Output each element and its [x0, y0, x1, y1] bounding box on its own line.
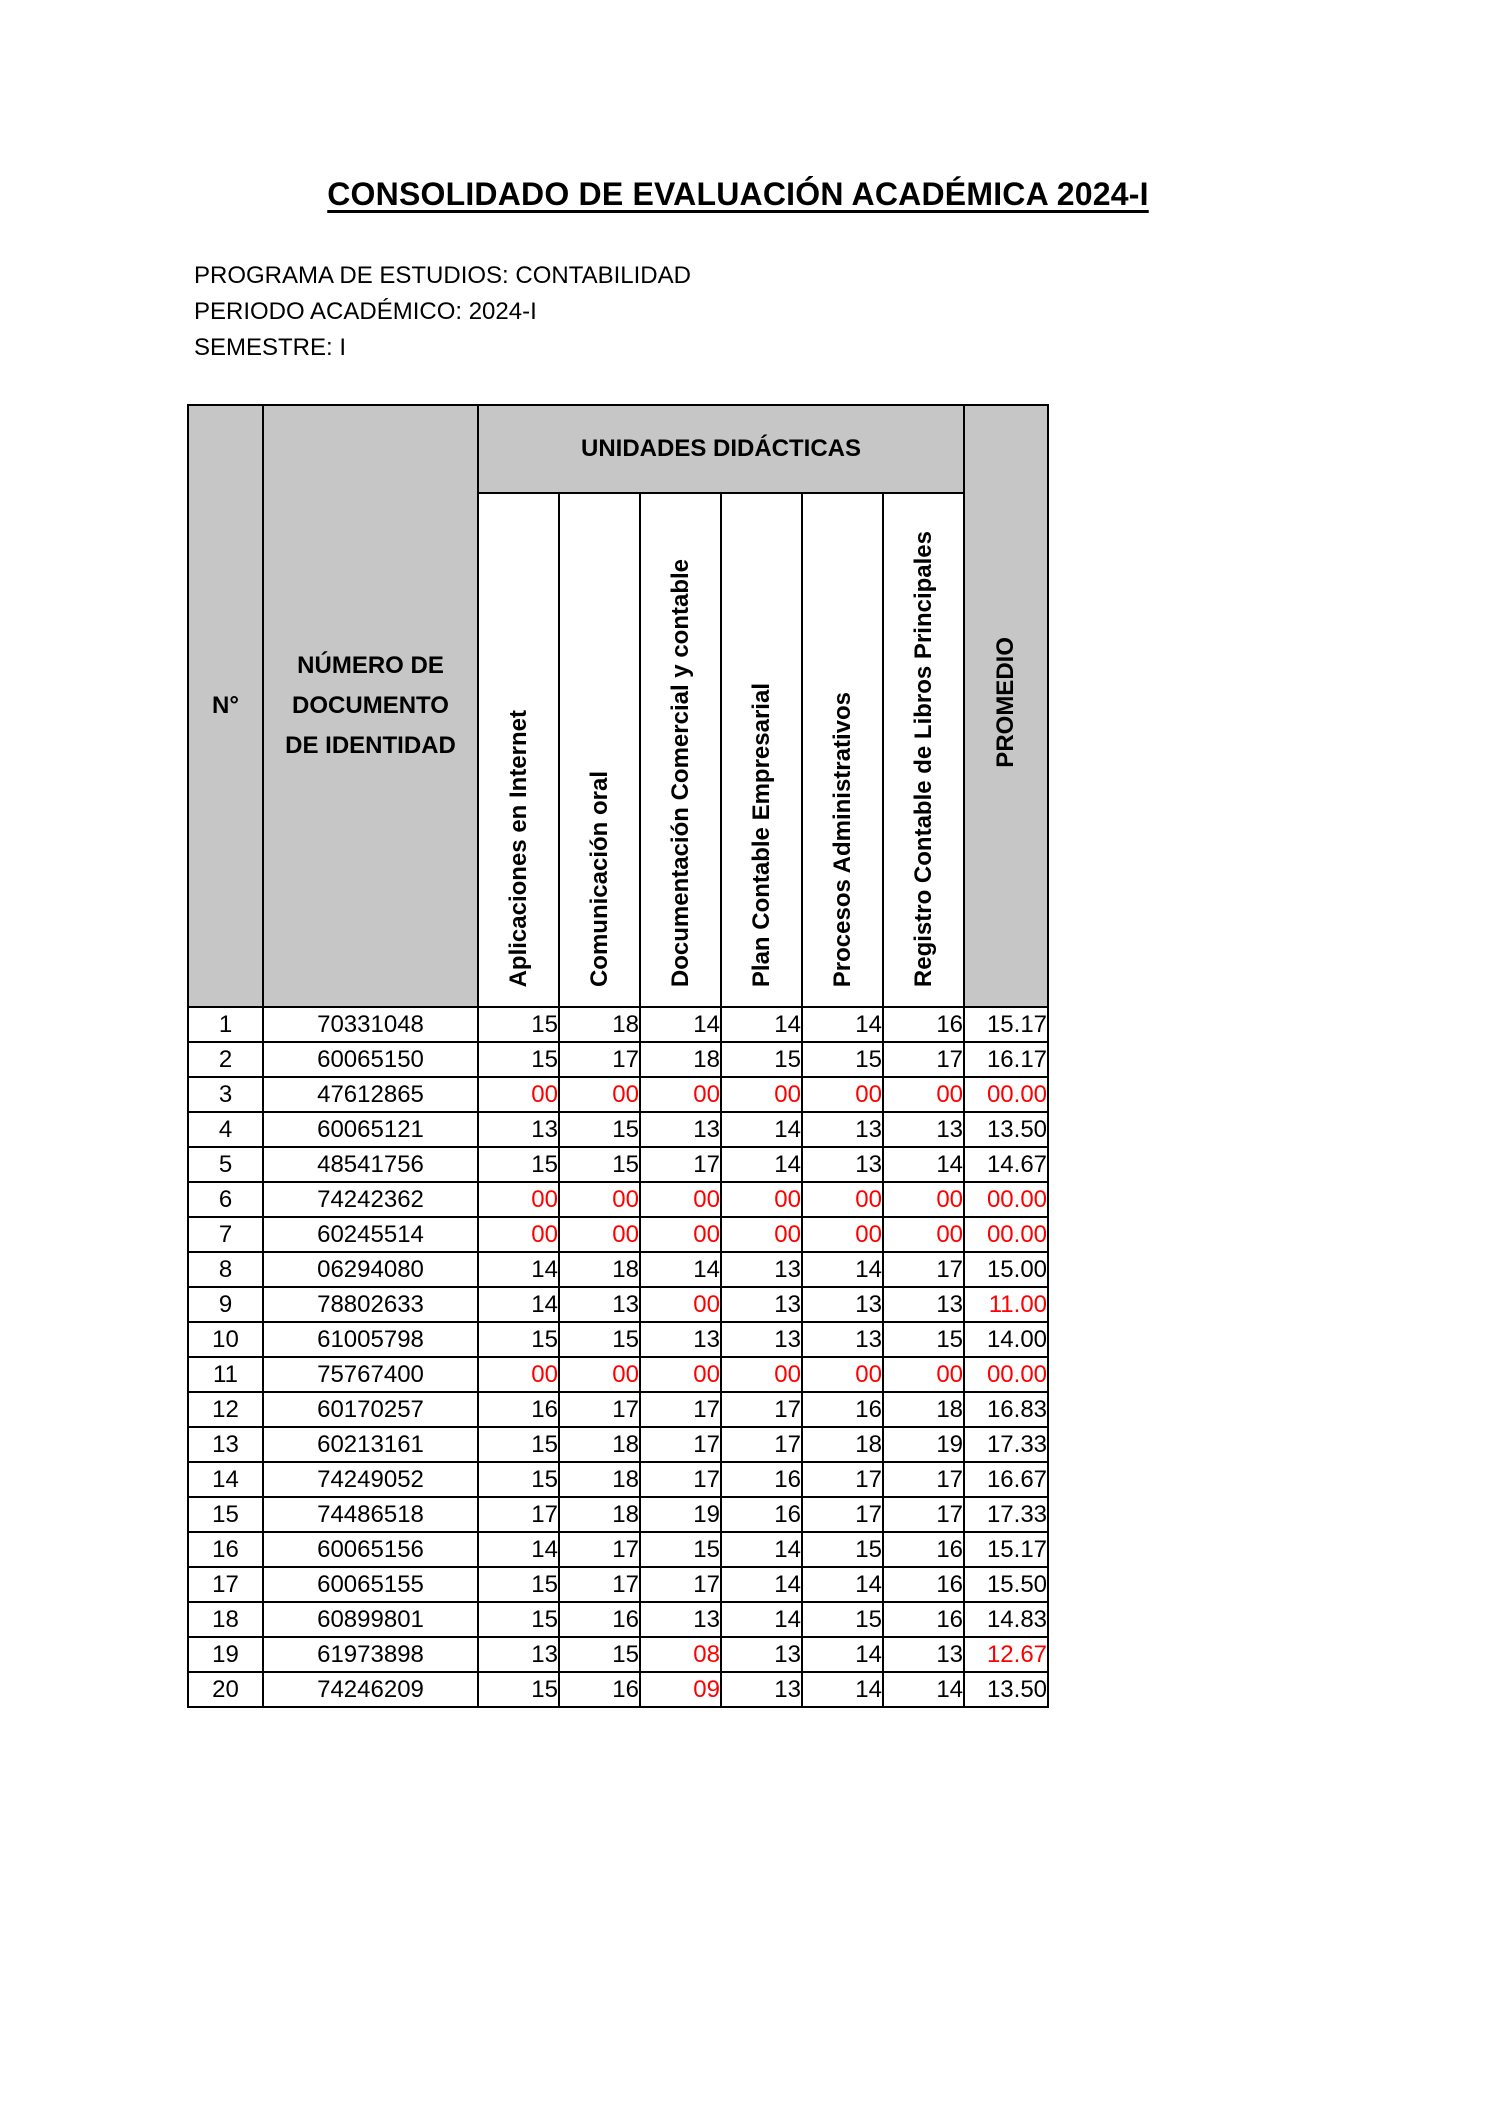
grade-cell: 00	[640, 1077, 721, 1112]
grade-cell: 13	[883, 1112, 964, 1147]
grade-cell: 00	[559, 1182, 640, 1217]
row-number: 9	[188, 1287, 263, 1322]
table-row	[188, 1042, 1048, 1077]
grade-cell: 17	[802, 1462, 883, 1497]
table-row	[188, 1567, 1048, 1602]
course-label-5: Procesos Administrativos	[828, 691, 856, 987]
row-number: 6	[188, 1182, 263, 1217]
grade-cell: 15	[802, 1042, 883, 1077]
document-number: 60065155	[263, 1567, 478, 1602]
average-cell: 16.17	[964, 1042, 1048, 1077]
grade-cell: 14	[721, 1147, 802, 1182]
header-document-line3: DE IDENTIDAD	[285, 732, 456, 759]
document-number: 74486518	[263, 1497, 478, 1532]
grade-cell: 14	[802, 1637, 883, 1672]
grade-cell: 00	[883, 1077, 964, 1112]
grade-cell: 13	[721, 1672, 802, 1707]
grade-cell: 15	[478, 1602, 559, 1637]
average-cell: 00.00	[964, 1357, 1048, 1392]
grade-cell: 13	[640, 1322, 721, 1357]
average-cell: 15.00	[964, 1252, 1048, 1287]
grade-cell: 16	[721, 1462, 802, 1497]
document-number: 47612865	[263, 1077, 478, 1112]
document-number: 74249052	[263, 1462, 478, 1497]
grade-cell: 18	[559, 1007, 640, 1042]
row-number: 18	[188, 1602, 263, 1637]
table-row	[188, 1392, 1048, 1427]
header-promedio	[964, 405, 1048, 1007]
header-course-1	[478, 493, 559, 1007]
grade-cell: 17	[478, 1497, 559, 1532]
document-number: 61005798	[263, 1322, 478, 1357]
table-row	[188, 1112, 1048, 1147]
meta-periodo: PERIODO ACADÉMICO: 2024-I	[194, 298, 537, 325]
header-course-5	[802, 493, 883, 1007]
grade-cell: 00	[721, 1182, 802, 1217]
grade-cell: 14	[478, 1532, 559, 1567]
grade-cell: 17	[640, 1427, 721, 1462]
grade-cell: 16	[559, 1602, 640, 1637]
grade-cell: 00	[721, 1357, 802, 1392]
row-number: 10	[188, 1322, 263, 1357]
row-number: 2	[188, 1042, 263, 1077]
grade-cell: 17	[883, 1462, 964, 1497]
average-cell: 00.00	[964, 1217, 1048, 1252]
grade-cell: 15	[559, 1637, 640, 1672]
row-number: 7	[188, 1217, 263, 1252]
row-number: 19	[188, 1637, 263, 1672]
grade-cell: 00	[883, 1182, 964, 1217]
grade-cell: 00	[640, 1217, 721, 1252]
grade-cell: 15	[478, 1007, 559, 1042]
document-number: 74242362	[263, 1182, 478, 1217]
header-document	[263, 405, 478, 1007]
grade-cell: 00	[478, 1077, 559, 1112]
grade-cell: 17	[559, 1567, 640, 1602]
header-promedio-label: PROMEDIO	[992, 637, 1020, 768]
grade-cell: 13	[478, 1637, 559, 1672]
header-document-line2: DOCUMENTO	[292, 692, 449, 719]
grade-cell: 15	[559, 1112, 640, 1147]
table-row	[188, 1427, 1048, 1462]
grade-cell: 14	[883, 1147, 964, 1182]
average-cell: 00.00	[964, 1182, 1048, 1217]
course-label-3: Documentación Comercial y contable	[666, 558, 694, 987]
grade-cell: 13	[721, 1637, 802, 1672]
grade-cell: 14	[802, 1567, 883, 1602]
grade-cell: 00	[640, 1182, 721, 1217]
grade-cell: 00	[883, 1217, 964, 1252]
grade-cell: 00	[559, 1217, 640, 1252]
average-cell: 16.67	[964, 1462, 1048, 1497]
grade-cell: 18	[559, 1462, 640, 1497]
row-number: 11	[188, 1357, 263, 1392]
grade-cell: 15	[478, 1042, 559, 1077]
document-meta	[194, 258, 691, 366]
grade-cell: 15	[721, 1042, 802, 1077]
grade-cell: 00	[559, 1357, 640, 1392]
header-unidades: UNIDADES DIDÁCTICAS	[478, 405, 964, 493]
grade-cell: 17	[559, 1392, 640, 1427]
grade-cell: 13	[640, 1602, 721, 1637]
grade-cell: 00	[478, 1357, 559, 1392]
grade-cell: 00	[721, 1217, 802, 1252]
average-cell: 16.83	[964, 1392, 1048, 1427]
grade-cell: 17	[883, 1252, 964, 1287]
grade-cell: 15	[802, 1602, 883, 1637]
grade-cell: 13	[559, 1287, 640, 1322]
document-number: 60245514	[263, 1217, 478, 1252]
grade-cell: 00	[478, 1182, 559, 1217]
course-label-4: Plan Contable Empresarial	[747, 682, 775, 987]
row-number: 8	[188, 1252, 263, 1287]
document-number: 06294080	[263, 1252, 478, 1287]
document-number: 48541756	[263, 1147, 478, 1182]
grade-cell: 16	[802, 1392, 883, 1427]
grade-cell: 17	[802, 1497, 883, 1532]
header-course-2	[559, 493, 640, 1007]
grade-cell: 19	[883, 1427, 964, 1462]
document-number: 61973898	[263, 1637, 478, 1672]
row-number: 1	[188, 1007, 263, 1042]
table-row	[188, 1182, 1048, 1217]
average-cell: 14.83	[964, 1602, 1048, 1637]
grade-cell: 18	[802, 1427, 883, 1462]
grade-cell: 16	[883, 1532, 964, 1567]
document-number: 78802633	[263, 1287, 478, 1322]
header-document-line1: NÚMERO DE	[297, 652, 444, 679]
meta-programa: PROGRAMA DE ESTUDIOS: CONTABILIDAD	[194, 262, 691, 289]
grade-cell: 17	[721, 1392, 802, 1427]
document-number: 60065156	[263, 1532, 478, 1567]
table-row	[188, 1602, 1048, 1637]
grade-cell: 17	[640, 1462, 721, 1497]
grade-cell: 15	[802, 1532, 883, 1567]
grade-cell: 14	[802, 1672, 883, 1707]
average-cell: 11.00	[964, 1287, 1048, 1322]
grade-cell: 00	[640, 1287, 721, 1322]
row-number: 14	[188, 1462, 263, 1497]
grade-cell: 15	[478, 1462, 559, 1497]
table-row	[188, 1462, 1048, 1497]
average-cell: 12.67	[964, 1637, 1048, 1672]
grade-cell: 13	[721, 1287, 802, 1322]
grade-cell: 17	[559, 1042, 640, 1077]
table-row	[188, 1077, 1048, 1112]
document-title: CONSOLIDADO DE EVALUACIÓN ACADÉMICA 2024-I	[327, 176, 1149, 212]
row-number: 15	[188, 1497, 263, 1532]
grade-cell: 00	[802, 1357, 883, 1392]
grade-cell: 16	[883, 1567, 964, 1602]
grade-cell: 17	[883, 1497, 964, 1532]
grade-cell: 15	[883, 1322, 964, 1357]
grade-cell: 14	[721, 1532, 802, 1567]
grade-cell: 14	[478, 1252, 559, 1287]
grade-cell: 13	[721, 1322, 802, 1357]
grade-cell: 16	[883, 1007, 964, 1042]
grade-cell: 14	[721, 1602, 802, 1637]
average-cell: 15.17	[964, 1007, 1048, 1042]
document-number: 74246209	[263, 1672, 478, 1707]
grade-cell: 15	[478, 1322, 559, 1357]
grade-cell: 17	[640, 1567, 721, 1602]
document-number: 60065150	[263, 1042, 478, 1077]
grade-cell: 16	[559, 1672, 640, 1707]
grade-cell: 15	[559, 1322, 640, 1357]
grade-cell: 15	[478, 1147, 559, 1182]
grade-cell: 18	[883, 1392, 964, 1427]
grade-cell: 14	[478, 1287, 559, 1322]
course-label-6: Registro Contable de Libros Principales	[909, 530, 937, 987]
grade-cell: 13	[883, 1287, 964, 1322]
grade-cell: 18	[559, 1252, 640, 1287]
average-cell: 17.33	[964, 1427, 1048, 1462]
grade-cell: 14	[802, 1252, 883, 1287]
table-row	[188, 1497, 1048, 1532]
grade-cell: 13	[802, 1147, 883, 1182]
grade-cell: 00	[883, 1357, 964, 1392]
row-number: 17	[188, 1567, 263, 1602]
grade-cell: 14	[802, 1007, 883, 1042]
grade-cell: 08	[640, 1637, 721, 1672]
row-number: 5	[188, 1147, 263, 1182]
grade-cell: 00	[721, 1077, 802, 1112]
grade-cell: 15	[478, 1672, 559, 1707]
grade-cell: 00	[640, 1357, 721, 1392]
average-cell: 15.17	[964, 1532, 1048, 1567]
document-number: 60213161	[263, 1427, 478, 1462]
row-number: 3	[188, 1077, 263, 1112]
grade-cell: 14	[640, 1007, 721, 1042]
table-row	[188, 1322, 1048, 1357]
document-number: 60065121	[263, 1112, 478, 1147]
grade-cell: 13	[721, 1252, 802, 1287]
grade-cell: 00	[802, 1077, 883, 1112]
header-course-4	[721, 493, 802, 1007]
grade-cell: 18	[559, 1427, 640, 1462]
grade-cell: 15	[478, 1427, 559, 1462]
grade-cell: 17	[883, 1042, 964, 1077]
grade-cell: 13	[802, 1112, 883, 1147]
grade-cell: 15	[640, 1532, 721, 1567]
average-cell: 00.00	[964, 1077, 1048, 1112]
grade-cell: 00	[559, 1077, 640, 1112]
grade-cell: 14	[640, 1252, 721, 1287]
grade-cell: 13	[802, 1287, 883, 1322]
grade-cell: 17	[559, 1532, 640, 1567]
grade-cell: 13	[802, 1322, 883, 1357]
header-n: N°	[188, 405, 263, 1007]
grade-cell: 00	[478, 1217, 559, 1252]
grade-cell: 17	[721, 1427, 802, 1462]
table-row	[188, 1637, 1048, 1672]
document-number: 60899801	[263, 1602, 478, 1637]
table-row	[188, 1007, 1048, 1042]
grade-cell: 14	[721, 1112, 802, 1147]
row-number: 12	[188, 1392, 263, 1427]
average-cell: 14.00	[964, 1322, 1048, 1357]
average-cell: 15.50	[964, 1567, 1048, 1602]
table-row	[188, 1287, 1048, 1322]
grade-cell: 14	[721, 1567, 802, 1602]
table-row	[188, 1357, 1048, 1392]
average-cell: 13.50	[964, 1672, 1048, 1707]
row-number: 20	[188, 1672, 263, 1707]
table-row	[188, 1672, 1048, 1707]
row-number: 16	[188, 1532, 263, 1567]
grade-cell: 16	[478, 1392, 559, 1427]
average-cell: 17.33	[964, 1497, 1048, 1532]
course-label-2: Comunicación oral	[585, 770, 613, 987]
meta-semestre: SEMESTRE: I	[194, 334, 347, 361]
row-number: 4	[188, 1112, 263, 1147]
grade-cell: 00	[802, 1182, 883, 1217]
average-cell: 13.50	[964, 1112, 1048, 1147]
document-number: 75767400	[263, 1357, 478, 1392]
grade-cell: 18	[559, 1497, 640, 1532]
grade-cell: 18	[640, 1042, 721, 1077]
grade-cell: 13	[478, 1112, 559, 1147]
grade-cell: 14	[721, 1007, 802, 1042]
grade-cell: 13	[883, 1637, 964, 1672]
grades-body	[188, 1007, 1048, 1707]
grade-cell: 16	[883, 1602, 964, 1637]
grade-cell: 00	[802, 1217, 883, 1252]
table-row	[188, 1532, 1048, 1567]
table-row	[188, 1217, 1048, 1252]
grade-cell: 17	[640, 1147, 721, 1182]
grade-cell: 19	[640, 1497, 721, 1532]
grade-cell: 15	[478, 1567, 559, 1602]
grade-cell: 14	[883, 1672, 964, 1707]
header-course-3	[640, 493, 721, 1007]
grade-cell: 17	[640, 1392, 721, 1427]
course-label-1: Aplicaciones en Internet	[504, 709, 532, 987]
average-cell: 14.67	[964, 1147, 1048, 1182]
row-number: 13	[188, 1427, 263, 1462]
document-number: 60170257	[263, 1392, 478, 1427]
grade-cell: 15	[559, 1147, 640, 1182]
grade-cell: 16	[721, 1497, 802, 1532]
document-number: 70331048	[263, 1007, 478, 1042]
table-row	[188, 1252, 1048, 1287]
grades-table	[187, 404, 1049, 1708]
grade-cell: 09	[640, 1672, 721, 1707]
grade-cell: 13	[640, 1112, 721, 1147]
table-row	[188, 1147, 1048, 1182]
header-course-6	[883, 493, 964, 1007]
